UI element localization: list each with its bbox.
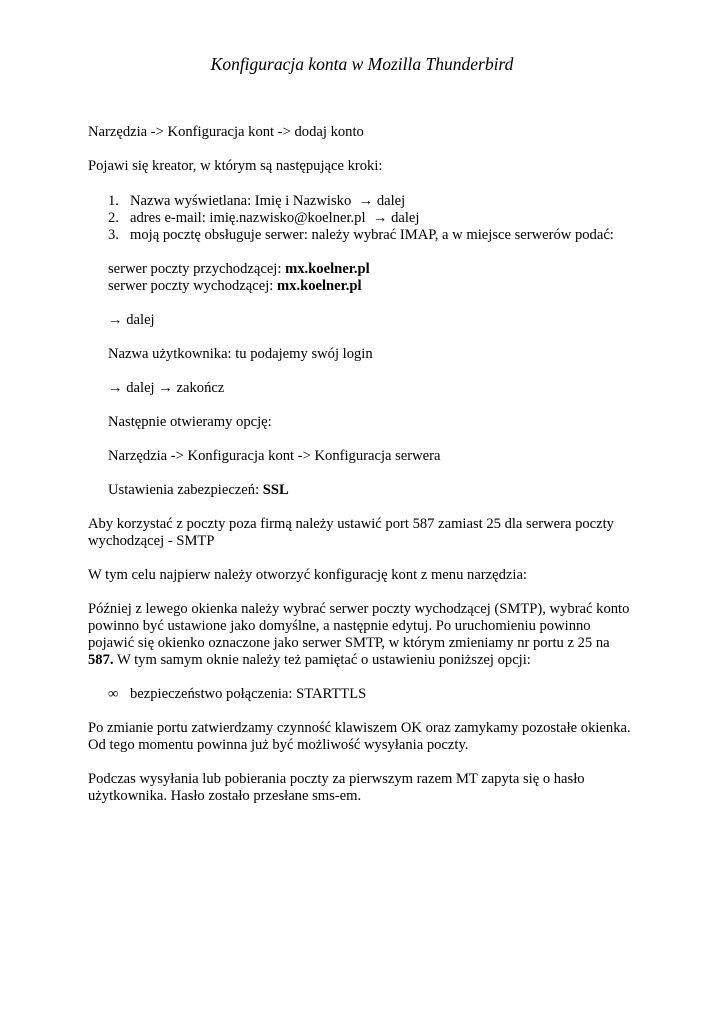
step-number: 3.: [108, 227, 119, 243]
port-paragraph-line: Aby korzystać z poczty poza firmą należy ustawić port 587 zamiast 25 dla serwera poczty: [88, 516, 614, 532]
smtp-paragraph-line: 587. W tym samym oknie należy też pamiętać o ustawieniu poniższej opcji:: [88, 652, 531, 668]
password-paragraph-line: użytkownika. Hasło zostało przesłane sms-em.: [88, 788, 362, 804]
goal-paragraph: W tym celu najpierw należy otworzyć konfigurację kont z menu narzędzia:: [88, 567, 527, 583]
arrow-icon: →: [108, 312, 123, 328]
smtp-paragraph-line: pojawić się okienko oznaczone jako serwer SMTP, w którym zmieniamy nr portu z 25 na: [88, 635, 610, 651]
menu-path-add-account: Narzędzia -> Konfiguracja kont -> dodaj konto: [88, 124, 364, 140]
incoming-server: serwer poczty przychodzącej: mx.koelner.pl: [108, 261, 370, 277]
next-finish-step: → dalej → zakończ: [108, 380, 225, 396]
menu-path-server-config: Narzędzia -> Konfiguracja kont -> Konfiguracja serwera: [108, 448, 441, 464]
document-title: Konfiguracja konta w Mozilla Thunderbird: [210, 54, 514, 74]
outgoing-server: serwer poczty wychodzącej: mx.koelner.pl: [108, 278, 362, 294]
password-paragraph-line: Podczas wysyłania lub pobierania poczty za pierwszym razem MT zapyta się o hasło: [88, 771, 585, 787]
step-number: 1.: [108, 193, 119, 209]
confirm-paragraph-line: Od tego momentu powinna już być możliwość wysyłania poczty.: [88, 737, 469, 753]
username-instruction: Nazwa użytkownika: tu podajemy swój login: [108, 346, 373, 362]
step-text: Nazwa wyświetlana: Imię i Nazwisko → dalej: [130, 193, 406, 209]
infinity-bullet-icon: ∞: [108, 686, 119, 702]
open-option: Następnie otwieramy opcję:: [108, 414, 272, 430]
security-setting: Ustawienia zabezpieczeń: SSL: [108, 482, 289, 498]
step-text: moją pocztę obsługuje serwer: należy wybrać IMAP, a w miejsce serwerów podać:: [130, 227, 614, 243]
arrow-icon: →: [158, 380, 173, 396]
bullet-item: bezpieczeństwo połączenia: STARTTLS: [130, 686, 367, 702]
confirm-paragraph-line: Po zmianie portu zatwierdzamy czynność klawiszem OK oraz zamykamy pozostałe okienka.: [88, 720, 631, 736]
arrow-icon: →: [358, 193, 374, 209]
wizard-intro: Pojawi się kreator, w którym są następujące kroki:: [88, 158, 383, 174]
smtp-paragraph-line: Później z lewego okienka należy wybrać serwer poczty wychodzącej (SMTP), wybrać konto: [88, 601, 630, 617]
arrow-icon: →: [108, 380, 123, 396]
smtp-paragraph-line: powinno być ustawione jako domyślne, a następnie edytuj. Po uruchomieniu powinno: [88, 618, 591, 634]
next-step-1: → dalej: [108, 312, 155, 328]
arrow-icon: →: [372, 210, 388, 226]
step-text: adres e-mail: imię.nazwisko@koelner.pl → dalej: [130, 210, 420, 226]
port-paragraph-line: wychodzącej - SMTP: [88, 533, 215, 549]
step-number: 2.: [108, 210, 119, 226]
